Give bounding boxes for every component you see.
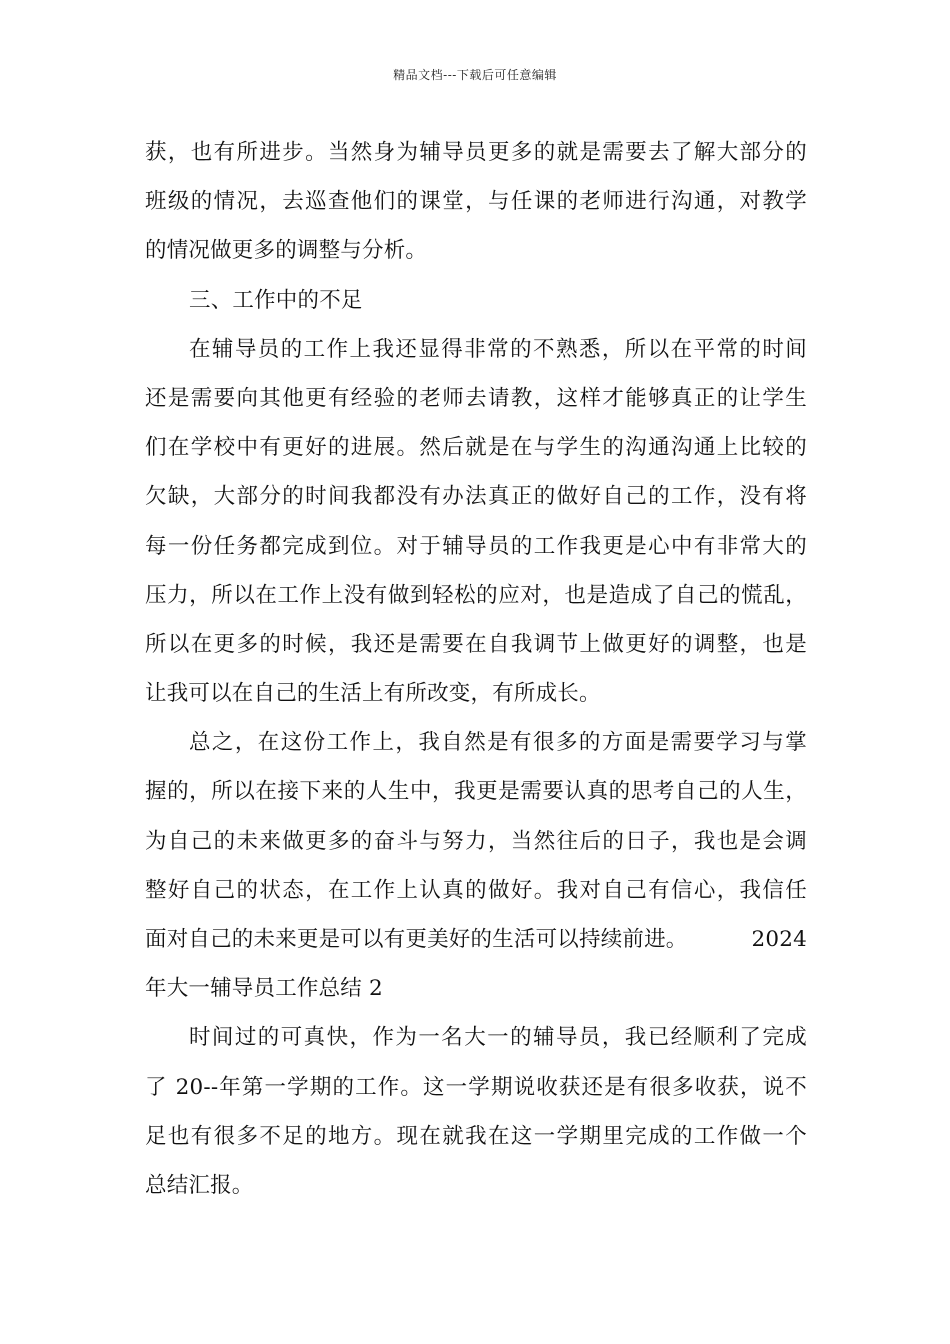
body-line: 时间过的可真快，作为一名大一的辅导员，我已经顺利了完成	[189, 1025, 807, 1051]
body-line: 们在学校中有更好的进展。然后就是在与学生的沟通沟通上比较的	[145, 435, 807, 461]
body-line: 欠缺，大部分的时间我都没有办法真正的做好自己的工作，没有将	[145, 484, 807, 510]
document-body	[145, 128, 807, 1210]
body-line: 还是需要向其他更有经验的老师去请教，这样才能够真正的让学生	[145, 385, 807, 411]
body-line-text: 面对自己的未来更是可以有更美好的生活可以持续前进。	[145, 927, 688, 952]
body-line: 所以在更多的时候，我还是需要在自我调节上做更好的调整，也是	[145, 631, 807, 657]
body-line: 了 20--年第一学期的工作。这一学期说收获还是有很多收获，说不	[145, 1074, 807, 1100]
body-line: 在辅导员的工作上我还显得非常的不熟悉，所以在平常的时间	[189, 336, 807, 362]
body-line: 足也有很多不足的地方。现在就我在这一学期里完成的工作做一个	[145, 1123, 807, 1149]
body-line: 班级的情况，去巡查他们的课堂，与任课的老师进行沟通，对教学	[145, 189, 807, 215]
body-line: 总结汇报。	[145, 1172, 254, 1198]
page-header: 精品文档---下载后可任意编辑	[393, 68, 557, 82]
body-line: 获，也有所进步。当然身为辅导员更多的就是需要去了解大部分的	[145, 140, 807, 165]
body-line: 每一份任务都完成到位。对于辅导员的工作我更是心中有非常大的	[145, 533, 807, 559]
body-line: 压力，所以在工作上没有做到轻松的应对，也是造成了自己的慌乱，	[145, 582, 807, 608]
body-line: 总之，在这份工作上，我自然是有很多的方面是需要学习与掌	[189, 730, 807, 756]
body-line: 为自己的未来做更多的奋斗与努力，当然往后的日子，我也是会调	[145, 828, 807, 854]
body-line: 握的，所以在接下来的人生中，我更是需要认真的思考自己的人生，	[145, 779, 807, 805]
body-line: 整好自己的状态，在工作上认真的做好。我对自己有信心，我信任	[145, 877, 807, 903]
title-year: 2024	[751, 927, 807, 952]
body-line: 的情况做更多的调整与分析。	[145, 238, 428, 264]
body-line-with-year	[145, 915, 807, 964]
section-heading: 三、工作中的不足	[189, 287, 363, 313]
body-line: 让我可以在自己的生活上有所改变，有所成长。	[145, 681, 601, 707]
section-title: 年大一辅导员工作总结 2	[145, 976, 383, 1002]
